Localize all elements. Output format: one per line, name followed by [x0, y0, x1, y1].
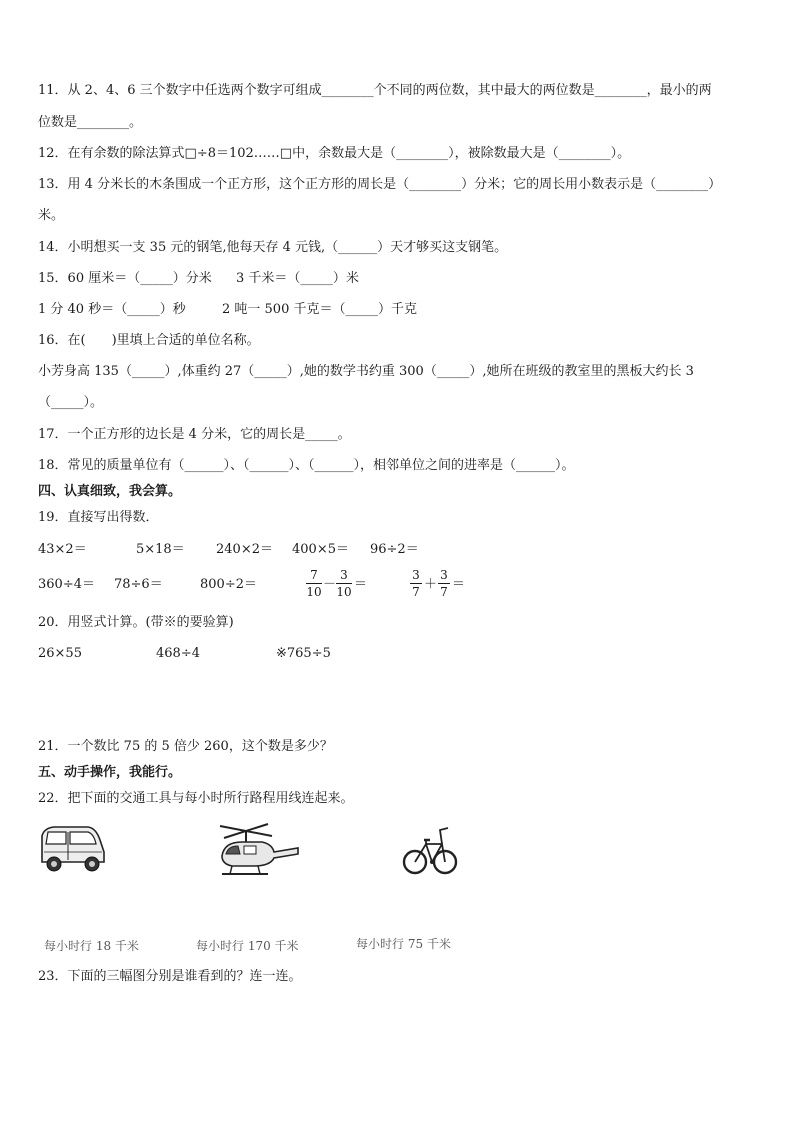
numerator: 3	[412, 568, 420, 582]
fraction-3-7	[410, 568, 422, 599]
q16-line2: 小芳身高 135（_____）,体重约 27（_____）,她的数学书约重 300（_____）,她所在班级的教室里的黑板大约长 3	[38, 364, 694, 379]
section-5-heading: 五、动手操作，我能行。	[38, 765, 182, 780]
q20-item: 468÷4	[156, 646, 200, 661]
q18: 18．常见的质量单位有（______）、（______）、（______），相邻单位之间的进率是（______）。	[38, 458, 575, 473]
q17: 17．一个正方形的边长是 4 分米，它的周长是_____。	[38, 427, 351, 442]
denominator: 10	[336, 585, 352, 599]
q21: 21．一个数比 75 的 5 倍少 260，这个数是多少？	[38, 739, 333, 754]
q15-a: 15．60 厘米＝（_____）分米	[38, 271, 212, 286]
q12: 12．在有余数的除法算式□÷8＝102……□中，余数最大是（________），被除数最大是（________）。	[38, 146, 631, 161]
speed-caption: 每小时行 170 千米	[196, 939, 299, 953]
q19-item: 240×2＝	[216, 542, 273, 557]
q19-item: 96÷2＝	[370, 542, 419, 557]
minus-operator: －	[323, 577, 337, 592]
q16-line3: （_____）。	[38, 395, 104, 410]
q19-item: 78÷6＝	[114, 577, 163, 592]
fraction-7-10	[306, 568, 322, 599]
q15-b: 3 千米＝（_____）米	[236, 271, 359, 286]
q19-item: 360÷4＝	[38, 577, 95, 592]
q19-item: 800÷2＝	[200, 577, 257, 592]
numerator: 7	[310, 568, 318, 582]
q19-item: 400×5＝	[292, 542, 349, 557]
q14: 14．小明想买一支 35 元的钢笔,他每天存 4 元钱,（______）天才够买这支钢笔。	[38, 240, 508, 255]
q13-line2: 米。	[38, 208, 65, 223]
equals-sign: ＝	[452, 577, 466, 592]
denominator: 7	[412, 585, 420, 599]
q23: 23．下面的三幅图分别是谁看到的？连一连。	[38, 969, 302, 984]
q19-item: 5×18＝	[136, 542, 185, 557]
q16-line1: 16．在( )里填上合适的单位名称。	[38, 333, 260, 348]
plus-operator: ＋	[424, 577, 438, 592]
q20-item: ※765÷5	[276, 646, 331, 661]
helicopter-icon	[214, 820, 300, 880]
denominator: 7	[440, 585, 448, 599]
q20-title: 20．用竖式计算。(带※的要验算)	[38, 615, 234, 630]
q19-item: 43×2＝	[38, 542, 87, 557]
speed-caption: 每小时行 18 千米	[44, 939, 139, 953]
q20-item: 26×55	[38, 646, 82, 661]
q15-c: 1 分 40 秒＝（_____）秒	[38, 302, 186, 317]
fraction-3-7	[438, 568, 450, 599]
q11-line2: 位数是________。	[38, 115, 143, 130]
denominator: 10	[306, 585, 322, 599]
q13-line1: 13．用 4 分米长的木条围成一个正方形，这个正方形的周长是（________）分米；它的周长用小数表示是（________）	[38, 177, 722, 192]
bicycle-icon	[402, 820, 458, 880]
q22-title: 22．把下面的交通工具与每小时所行路程用线连起来。	[38, 791, 354, 806]
q15-d: 2 吨一 500 千克＝（_____）千克	[222, 302, 417, 317]
fraction-3-10	[336, 568, 352, 599]
equals-sign: ＝	[354, 577, 368, 592]
q19-title: 19．直接写出得数．	[38, 510, 159, 525]
speed-caption: 每小时行 75 千米	[356, 937, 451, 951]
numerator: 3	[340, 568, 348, 582]
section-4-heading: 四、认真细致，我会算。	[38, 484, 182, 499]
van-icon	[38, 822, 108, 876]
q11-line1: 11．从 2、4、6 三个数字中任选两个数字可组成________个不同的两位数，其中最大的两位数是________，最小的两	[38, 83, 712, 98]
numerator: 3	[440, 568, 448, 582]
